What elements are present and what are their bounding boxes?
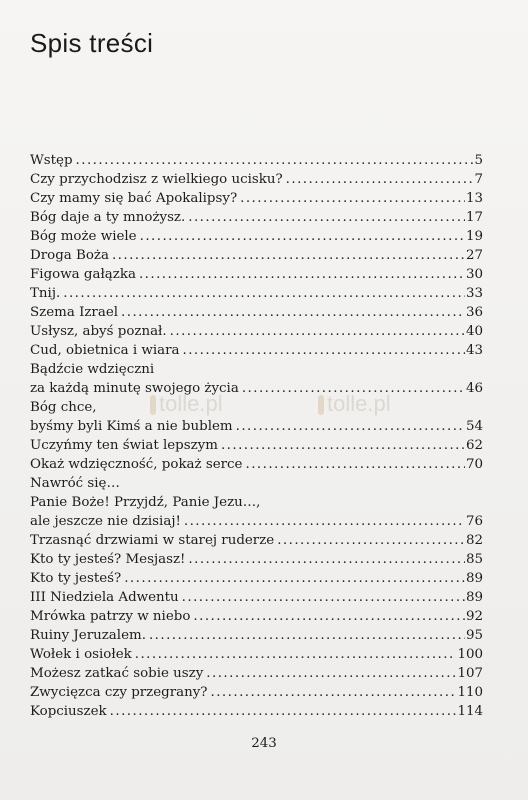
toc-entry-page: 92 [465, 609, 483, 624]
toc-entry-title: byśmy byli Kimś a nie bublem [30, 419, 233, 434]
toc-entry-page: 114 [457, 704, 483, 719]
table-of-contents [30, 151, 483, 721]
toc-entry-page: 76 [465, 514, 483, 529]
toc-entry-page: 17 [465, 210, 483, 225]
toc-entry [30, 265, 483, 284]
watermark: tolle.pl [150, 391, 223, 417]
dot-leader [112, 246, 465, 265]
toc-entry-page: 27 [465, 248, 483, 263]
toc-entry [30, 702, 483, 721]
toc-entry-page: 89 [465, 571, 483, 586]
toc-entry-title: Kopciuszek [30, 704, 107, 719]
toc-entry-page: 82 [465, 533, 483, 548]
toc-entry [30, 512, 483, 531]
toc-entry-page: 110 [457, 685, 483, 700]
toc-entry-title: Nawróć się… [30, 476, 120, 491]
dot-leader [240, 189, 465, 208]
dot-leader [242, 379, 465, 398]
toc-entry-page: 13 [465, 191, 483, 206]
toc-entry-title: Wołek i osiołek [30, 647, 132, 662]
toc-entry [30, 455, 483, 474]
toc-entry [30, 417, 483, 436]
dot-leader [140, 227, 465, 246]
toc-entry [30, 664, 483, 683]
toc-entry-title: Czy mamy się bać Apokalipsy? [30, 191, 238, 206]
toc-entry-title: Figowa gałązka [30, 267, 136, 282]
toc-entry-title: Trzasnąć drzwiami w starej ruderze [30, 533, 275, 548]
dot-leader [184, 512, 465, 531]
dot-leader [63, 284, 465, 303]
dot-leader [135, 645, 457, 664]
toc-entry-page: 40 [465, 324, 483, 339]
toc-entry [30, 398, 483, 417]
toc-entry-title: Czy przychodzisz z wielkiego ucisku? [30, 172, 283, 187]
dot-leader [221, 436, 465, 455]
dot-leader [170, 322, 465, 341]
toc-entry [30, 588, 483, 607]
toc-entry [30, 683, 483, 702]
toc-entry-page: 36 [465, 305, 483, 320]
toc-entry-title: Usłysz, abyś poznał. [30, 324, 167, 339]
toc-entry [30, 550, 483, 569]
dot-leader [277, 531, 465, 550]
toc-entry [30, 379, 483, 398]
toc-entry-title: Ruiny Jeruzalem. [30, 628, 146, 643]
toc-entry-title: Bądźcie wdzięczni [30, 362, 155, 377]
dot-leader [182, 588, 465, 607]
dot-leader [286, 170, 474, 189]
toc-entry-title: Panie Boże! Przyjdź, Panie Jezu…, [30, 495, 261, 510]
toc-entry [30, 208, 483, 227]
toc-entry-title: Uczyńmy ten świat lepszym [30, 438, 218, 453]
toc-entry-title: Okaż wdzięczność, pokaż serce [30, 457, 243, 472]
dot-leader [121, 303, 465, 322]
toc-entry-page: 5 [474, 153, 483, 168]
toc-entry-title: Cud, obietnica i wiara [30, 343, 180, 358]
toc-entry-title: Szema Izrael [30, 305, 119, 320]
toc-entry-page: 33 [465, 286, 483, 301]
toc-entry-page: 85 [465, 552, 483, 567]
toc-entry-page: 30 [465, 267, 483, 282]
toc-entry-title: Bóg chce, [30, 400, 97, 415]
toc-entry-title: III Niedziela Adwentu [30, 590, 179, 605]
toc-entry-page: 43 [465, 343, 483, 358]
toc-entry [30, 322, 483, 341]
dot-leader [188, 550, 465, 569]
toc-entry [30, 626, 483, 645]
toc-entry-page: 46 [465, 381, 483, 396]
toc-entry [30, 284, 483, 303]
dot-leader [76, 151, 474, 170]
toc-entry-page: 7 [474, 172, 483, 187]
toc-entry-page: 70 [465, 457, 483, 472]
toc-entry-title: Bóg daje a ty mnożysz. [30, 210, 186, 225]
toc-entry-page: 19 [465, 229, 483, 244]
toc-entry-title: Kto ty jesteś? Mesjasz! [30, 552, 186, 567]
dot-leader [124, 569, 465, 588]
toc-entry-title: Zwycięzca czy przegrany? [30, 685, 208, 700]
toc-entry [30, 151, 483, 170]
toc-entry-page: 100 [457, 647, 483, 662]
toc-entry-page: 107 [457, 666, 483, 681]
toc-entry [30, 246, 483, 265]
toc-entry-page: 54 [465, 419, 483, 434]
dot-leader [206, 664, 456, 683]
page-number: 243 [251, 736, 277, 751]
toc-entry [30, 170, 483, 189]
toc-entry [30, 227, 483, 246]
toc-entry [30, 493, 483, 512]
dot-leader [193, 607, 465, 626]
dot-leader [188, 208, 465, 227]
dot-leader [211, 683, 457, 702]
toc-entry-title: za każdą minutę swojego życia [30, 381, 239, 396]
toc-entry-title: Kto ty jesteś? [30, 571, 122, 586]
toc-entry [30, 474, 483, 493]
toc-entry-title: Droga Boża [30, 248, 109, 263]
toc-entry-title: ale jeszcze nie dzisiaj! [30, 514, 181, 529]
dot-leader [182, 341, 464, 360]
dot-leader [149, 626, 465, 645]
toc-entry-page: 95 [465, 628, 483, 643]
toc-entry [30, 436, 483, 455]
toc-entry [30, 569, 483, 588]
page-title: Spis treści [30, 28, 154, 58]
toc-entry [30, 303, 483, 322]
dot-leader [236, 417, 465, 436]
toc-entry [30, 341, 483, 360]
toc-entry [30, 360, 483, 379]
toc-entry-title: Mrówka patrzy w niebo [30, 609, 191, 624]
toc-entry-title: Tnij. [30, 286, 61, 301]
toc-entry [30, 645, 483, 664]
toc-entry-title: Wstęp [30, 153, 73, 168]
toc-entry [30, 531, 483, 550]
toc-entry [30, 607, 483, 626]
toc-entry [30, 189, 483, 208]
toc-entry-page: 89 [465, 590, 483, 605]
watermark: tolle.pl [318, 391, 391, 417]
toc-entry-title: Bóg może wiele [30, 229, 137, 244]
toc-entry-title: Możesz zatkać sobie uszy [30, 666, 204, 681]
dot-leader [245, 455, 464, 474]
dot-leader [110, 702, 457, 721]
dot-leader [139, 265, 465, 284]
toc-entry-page: 62 [465, 438, 483, 453]
